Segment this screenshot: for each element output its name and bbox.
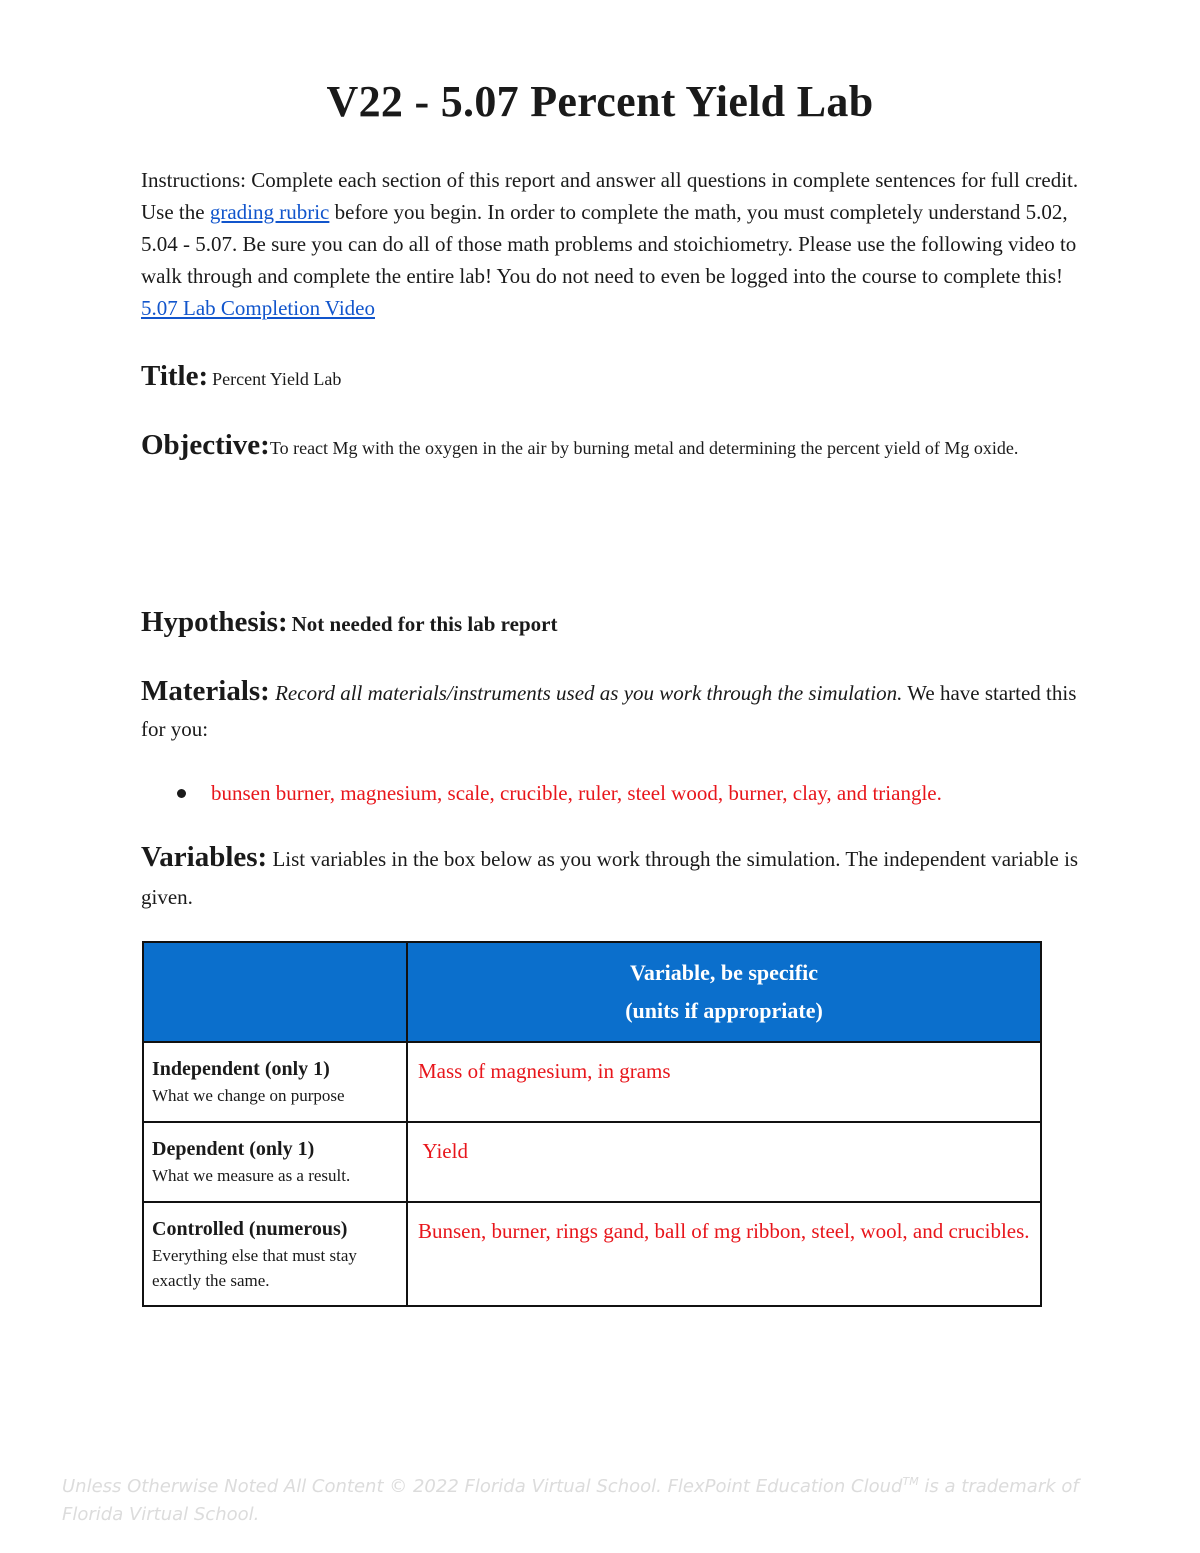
controlled-value-cell[interactable]: Bunsen, burner, rings gand, ball of mg ribbon, steel, wool, and crucibles. xyxy=(407,1202,1041,1306)
row-desc: Everything else that must stay exactly the same. xyxy=(152,1246,357,1290)
title-value: Percent Yield Lab xyxy=(212,369,342,389)
table-row xyxy=(143,1122,1041,1202)
objective-value: To react Mg with the oxygen in the air by burning metal and determining the percent yield of Mg oxide. xyxy=(269,438,1019,458)
hypothesis-value: Not needed for this lab report xyxy=(291,612,558,636)
dependent-label-cell xyxy=(143,1122,407,1202)
list-item xyxy=(141,776,942,810)
header-line-2: (units if appropriate) xyxy=(625,998,823,1023)
footer-text-after: is a trademark of Florida Virtual School. xyxy=(62,1476,1079,1525)
instructions-paragraph xyxy=(141,164,1091,324)
bullet-icon xyxy=(177,789,186,798)
objective-section xyxy=(141,428,1096,465)
variables-table xyxy=(142,941,1042,1307)
instructions-text-1: Instructions: Complete each section of this report and answer all questions in complete sentences for full credit. Use the xyxy=(141,168,1079,224)
row-name: Independent (only 1) xyxy=(152,1058,330,1080)
trademark-superscript: TM xyxy=(902,1475,919,1488)
grading-rubric-link[interactable]: grading rubric xyxy=(209,200,330,224)
table-row xyxy=(143,1042,1041,1122)
copyright-footer xyxy=(62,1468,1142,1529)
materials-instruction-rest: We have started this for you: xyxy=(141,681,1077,741)
variables-section xyxy=(141,838,1096,916)
header-variable-cell xyxy=(407,942,1041,1042)
materials-section xyxy=(141,673,1096,747)
row-name: Dependent (only 1) xyxy=(152,1138,315,1160)
dependent-value-cell[interactable]: Yield xyxy=(407,1122,1041,1202)
page-title: V22 - 5.07 Percent Yield Lab xyxy=(326,77,874,126)
independent-label-cell xyxy=(143,1042,407,1122)
title-label: Title: xyxy=(141,360,209,392)
controlled-label-cell xyxy=(143,1202,407,1306)
footer-text-before: Unless Otherwise Noted All Content © 2022 Florida Virtual School. FlexPoint Education Cloud xyxy=(62,1476,903,1497)
lab-completion-video-link[interactable]: 5.07 Lab Completion Video xyxy=(141,296,375,320)
title-section xyxy=(141,356,1096,401)
header-line-1: Variable, be specific xyxy=(630,960,818,985)
row-name: Controlled (numerous) xyxy=(152,1218,348,1240)
table-row xyxy=(143,1202,1041,1306)
hypothesis-section xyxy=(141,602,1096,647)
hypothesis-label: Hypothesis: xyxy=(141,606,288,638)
table-header-row xyxy=(143,942,1041,1042)
instructions-text-2: before you begin. In order to complete the math, you must completely understand 5.02, 5.04 - 5.07. Be sure you can do all of those math problems and stoichiometry. Please use the following video to walk through and complete the entire lab! You do not need to even be logged into the course to complete this! xyxy=(141,200,1077,288)
materials-label: Materials: xyxy=(141,675,270,707)
header-empty-cell xyxy=(143,942,407,1042)
row-desc: What we change on purpose xyxy=(152,1086,345,1105)
materials-list xyxy=(141,776,942,810)
objective-label: Objective: xyxy=(141,429,270,461)
materials-item-text: bunsen burner, magnesium, scale, crucible, ruler, steel wood, burner, clay, and triangle. xyxy=(211,781,942,805)
independent-value-cell[interactable]: Mass of magnesium, in grams xyxy=(407,1042,1041,1122)
variables-label: Variables: xyxy=(141,841,268,873)
materials-instruction-italic: Record all materials/instruments used as you work through the simulation. xyxy=(275,681,903,705)
variables-instruction: List variables in the box below as you work through the simulation. The independent variable is given. xyxy=(141,847,1079,909)
row-desc: What we measure as a result. xyxy=(152,1166,351,1185)
